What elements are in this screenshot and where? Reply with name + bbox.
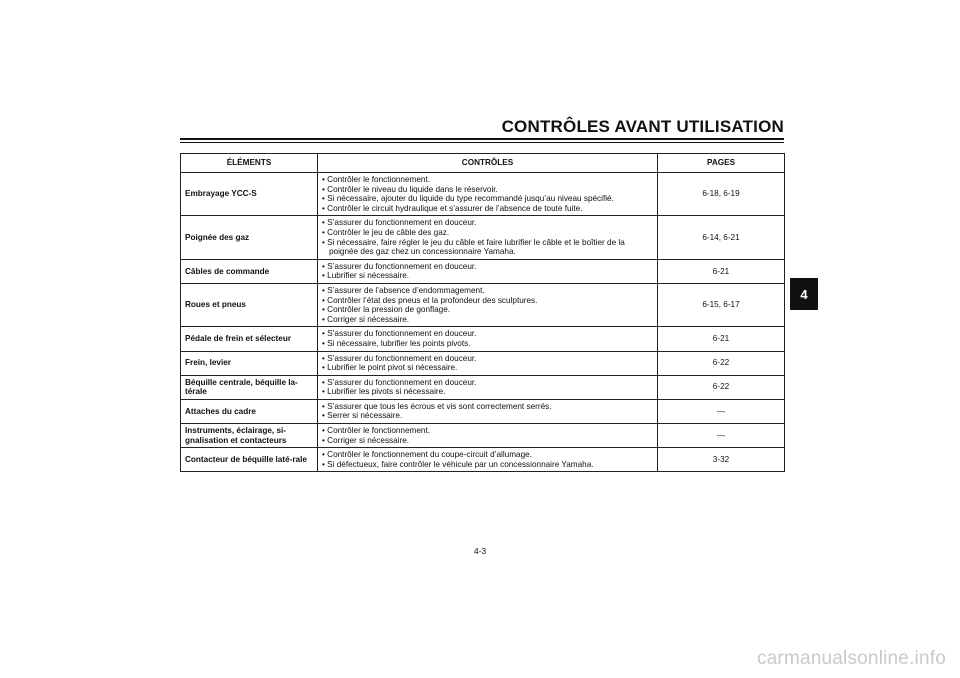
check-text: Corriger si nécessaire. [327,314,410,324]
bullet-icon: • [322,184,328,194]
table-row [181,327,785,351]
page-number: 4-3 [473,546,487,556]
checks-cell [318,424,658,448]
bullet-icon: • [322,450,328,460]
title-rule-thin [180,142,784,143]
pages-ref: — [658,399,785,423]
bullet-icon: • [322,411,328,421]
item-name: Pédale de frein et sélecteur [181,327,318,351]
checks-list [322,450,653,469]
check-item [322,426,653,436]
bullet-icon: • [322,435,328,445]
check-item [322,339,653,349]
check-text: S’assurer du fonctionnement en douceur. [327,353,477,363]
checks-cell [318,216,658,259]
check-item [322,354,653,364]
table-row [181,351,785,375]
pages-ref: 6-15, 6-17 [658,283,785,326]
check-item [322,450,653,460]
pages-ref: 6-22 [658,375,785,399]
table-row [181,424,785,448]
table-body [181,173,785,472]
check-item [322,296,653,306]
column-header-checks: CONTRÔLES [318,154,658,173]
item-name: Béquille centrale, béquille la-térale [181,375,318,399]
check-item [322,315,653,325]
item-name: Attaches du cadre [181,399,318,423]
checks-cell [318,351,658,375]
check-item [322,378,653,388]
checks-cell [318,259,658,283]
check-item [322,363,653,373]
check-item [322,387,653,397]
bullet-icon: • [322,314,328,324]
check-text: Si nécessaire, lubrifier les points pivots. [327,338,471,348]
check-item [322,411,653,421]
check-text: Lubrifier le point pivot si nécessaire. [327,363,458,373]
check-text: Si nécessaire, faire régler le jeu du câble et faire lubrifier le câble et le boîtier de la poignée des gaz chez un concessionnaire Yamaha. [327,237,625,257]
bullet-icon: • [322,329,328,339]
bullet-icon: • [322,353,328,363]
bullet-icon: • [322,401,328,411]
pages-ref: 6-21 [658,327,785,351]
check-item [322,218,653,228]
check-text: S’assurer du fonctionnement en douceur. [327,329,477,339]
checks-list [322,218,653,256]
checks-list [322,354,653,373]
bullet-icon: • [322,305,328,315]
check-item [322,238,653,257]
checks-list [322,262,653,281]
check-item [322,204,653,214]
checks-list [322,378,653,397]
bullet-icon: • [322,377,328,387]
bullet-icon: • [322,363,328,373]
column-header-items: ÉLÉMENTS [181,154,318,173]
checks-cell [318,399,658,423]
title-rule-thick [180,138,784,140]
checks-cell [318,375,658,399]
checks-table [180,153,785,472]
checks-list [322,402,653,421]
bullet-icon: • [322,203,328,213]
check-item [322,185,653,195]
item-name: Poignée des gaz [181,216,318,259]
table-row [181,375,785,399]
check-text: S’assurer de l’absence d’endommagement. [327,285,485,295]
watermark-text: carmanualsonline.info [756,648,946,669]
check-text: Contrôler le niveau du liquide dans le réservoir. [327,184,498,194]
checks-cell [318,448,658,472]
bullet-icon: • [322,271,328,281]
pages-ref: 6-22 [658,351,785,375]
check-text: Si défectueux, faire contrôler le véhicule par un concessionnaire Yamaha. [327,459,594,469]
item-name: Frein, levier [181,351,318,375]
bullet-icon: • [322,426,328,436]
item-name: Roues et pneus [181,283,318,326]
check-item [322,175,653,185]
chapter-tab[interactable]: 4 [790,278,818,310]
bullet-icon: • [322,175,328,184]
check-text: Contrôler le fonctionnement du coupe-circuit d’allumage. [327,450,532,460]
pages-ref: — [658,424,785,448]
pages-ref: 6-14, 6-21 [658,216,785,259]
bullet-icon: • [322,261,328,271]
table-row [181,259,785,283]
check-item [322,305,653,315]
page-title: CONTRÔLES AVANT UTILISATION [501,117,784,136]
table-row [181,173,785,216]
check-text: Lubrifier les pivots si nécessaire. [327,387,446,397]
table-row [181,399,785,423]
table-row [181,448,785,472]
column-header-pages: PAGES [658,154,785,173]
check-item [322,402,653,412]
item-name: Embrayage YCC-S [181,173,318,216]
checks-list [322,329,653,348]
item-name: Contacteur de béquille laté-rale [181,448,318,472]
check-item [322,262,653,272]
checks-list [322,286,653,324]
item-name: Instruments, éclairage, si-gnalisation et contacteurs [181,424,318,448]
check-text: S’assurer du fonctionnement en douceur. [327,377,477,387]
bullet-icon: • [322,459,328,469]
check-text: Contrôler la pression de gonflage. [327,305,451,315]
check-item [322,228,653,238]
item-name: Câbles de commande [181,259,318,283]
bullet-icon: • [322,237,328,247]
check-text: Si nécessaire, ajouter du liquide du type recommandé jusqu’au niveau spécifié. [327,194,614,204]
table-row [181,216,785,259]
check-text: Serrer si nécessaire. [327,411,403,421]
check-item [322,286,653,296]
check-item [322,436,653,446]
checks-list [322,175,653,213]
check-text: S’assurer que tous les écrous et vis sont correctement serrés. [327,401,552,411]
bullet-icon: • [322,295,328,305]
check-item [322,271,653,281]
check-text: Contrôler le jeu de câble des gaz. [327,227,450,237]
check-item [322,194,653,204]
checks-cell [318,173,658,216]
check-text: Contrôler le fonctionnement. [327,175,431,184]
table-header-row [181,154,785,173]
check-text: Lubrifier si nécessaire. [327,271,410,281]
bullet-icon: • [322,387,328,397]
pages-ref: 3-32 [658,448,785,472]
bullet-icon: • [322,194,328,204]
check-text: S’assurer du fonctionnement en douceur. [327,261,477,271]
check-text: Corriger si nécessaire. [327,435,410,445]
check-item [322,329,653,339]
check-item [322,460,653,470]
bullet-icon: • [322,227,328,237]
pages-ref: 6-18, 6-19 [658,173,785,216]
pages-ref: 6-21 [658,259,785,283]
checks-list [322,426,653,445]
check-text: Contrôler le fonctionnement. [327,426,431,436]
bullet-icon: • [322,218,328,228]
bullet-icon: • [322,338,328,348]
table-row [181,283,785,326]
check-text: S’assurer du fonctionnement en douceur. [327,218,477,228]
bullet-icon: • [322,285,328,295]
check-text: Contrôler l’état des pneus et la profondeur des sculptures. [327,295,538,305]
check-text: Contrôler le circuit hydraulique et s’assurer de l’absence de toute fuite. [327,203,583,213]
checks-cell [318,283,658,326]
checks-cell [318,327,658,351]
